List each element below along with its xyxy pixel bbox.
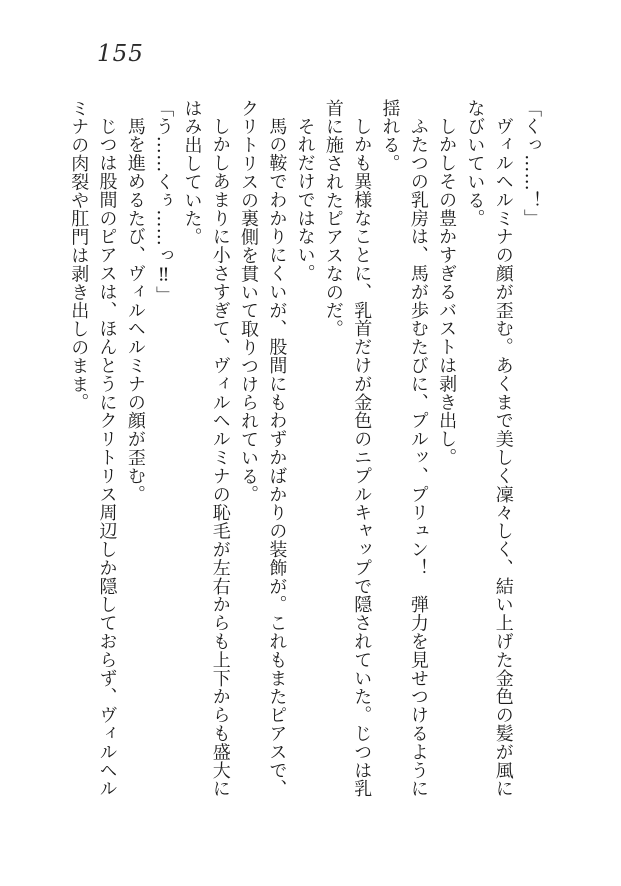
vertical-text-block: [64, 99, 545, 799]
paragraph: しかしその豊かすぎるバストは剥き出し。: [436, 117, 458, 467]
paragraph: じつは股間のピアスは、ほんとうにクリトリス周辺しか隠しておらず、ヴィルヘルミナの肉裂や肛門は剥き出しのまま。: [68, 99, 118, 799]
paragraph-quote: 「う……くぅ……っ‼」: [153, 99, 175, 305]
paragraph-quote: 「くっ……！」: [521, 99, 542, 228]
paragraph: 馬の鞍でわかりにくいが、股間にもわずかばかりの装飾が。これもまたピアスで、クリトリスの裏側を貫いて取りつけられている。: [238, 99, 288, 799]
paragraph: 馬を進めるたび、ヴィルヘルミナの顔が歪む。: [124, 117, 146, 504]
paragraph: しかしあまりに小さすぎて、ヴィルヘルミナの恥毛が左右からも上下からも盛大にはみ出していた。: [181, 99, 231, 799]
paragraph: しかも異様なことに、乳首だけが金色のニプルキャップで隠されていた。じつは乳首に施されたピアスなのだ。: [322, 99, 373, 799]
paragraph: それだけではない。: [294, 117, 316, 283]
page-number: 155: [97, 41, 144, 67]
paragraph: ヴィルヘルミナの顔が歪む。あくまで美しく凜々しく、結い上げた金色の髪が風になびいている。: [464, 99, 514, 799]
paragraph: ふたつの乳房は、馬が歩むたびに、プルッ、プリュン！ 弾力を見せつけるように揺れる。: [379, 99, 429, 799]
